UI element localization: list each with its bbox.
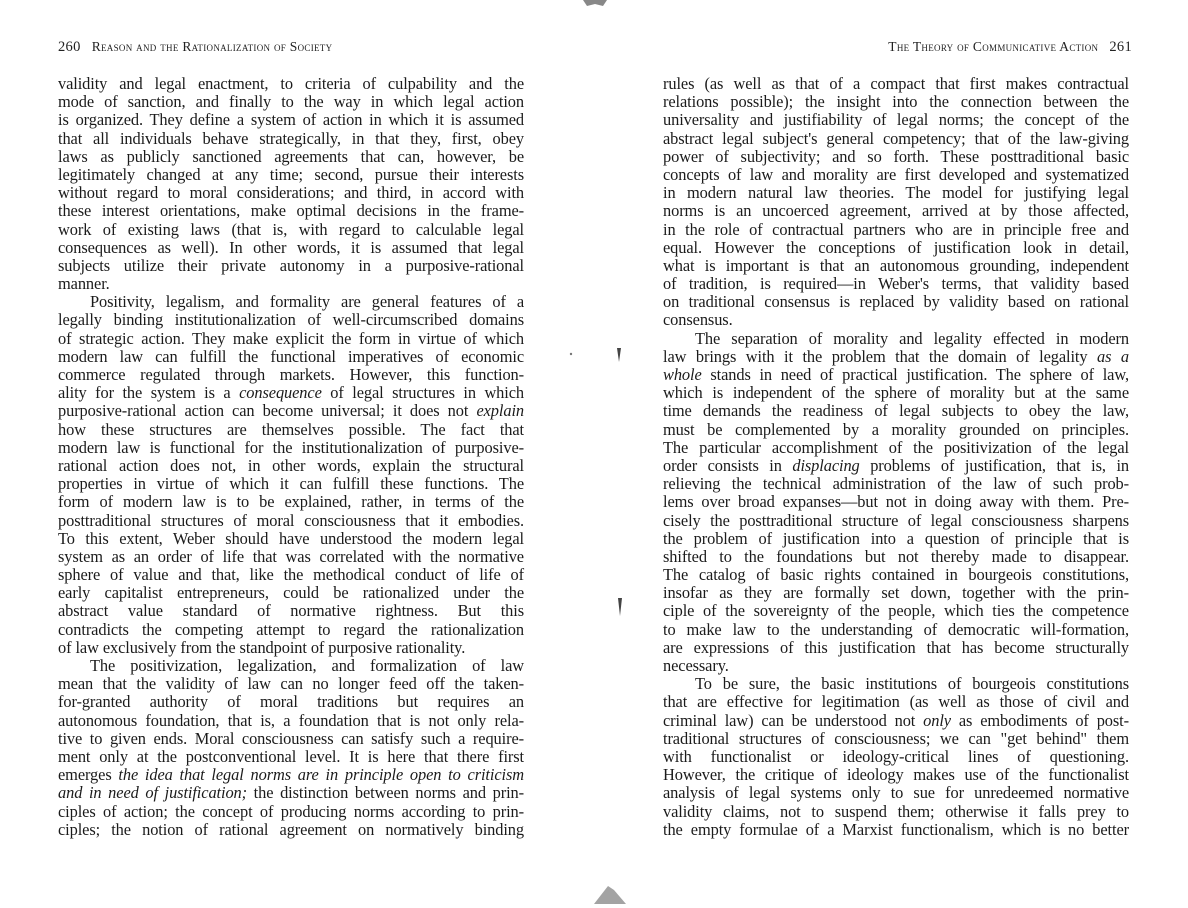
line-text: relations possible); the insight into the connection between the xyxy=(663,92,1129,112)
text-line xyxy=(663,166,1129,184)
text-line xyxy=(58,602,524,620)
line-text: purposive-rational action can become universal; it does not xyxy=(58,401,477,421)
text-line xyxy=(58,621,524,639)
line-text: insofar as they are formally set down, together with the prin- xyxy=(663,583,1129,603)
line-text: tive to given ends. Moral consciousness can satisfy such a require- xyxy=(58,728,524,748)
text-line xyxy=(58,384,524,402)
text-line xyxy=(663,693,1129,711)
text-line xyxy=(663,311,1129,329)
text-line xyxy=(663,457,1129,475)
text-line xyxy=(663,803,1129,821)
text-line xyxy=(58,148,524,166)
line-text: with functionalist or ideology-critical lines of questioning. xyxy=(663,746,1129,766)
text-line xyxy=(58,111,524,129)
text-line xyxy=(663,566,1129,584)
text-line xyxy=(58,311,524,329)
line-text: traditional structures of consciousness; we can "get behind" them xyxy=(663,728,1129,748)
line-text: early capitalist entrepreneurs, could be rationalized under the xyxy=(58,583,524,603)
line-text: of strategic action. They make explicit the form in virtue of which xyxy=(58,328,524,348)
text-line xyxy=(58,293,524,311)
text-line xyxy=(58,348,524,366)
line-text: mode of sanction, and finally to the way in which legal action xyxy=(58,92,524,112)
text-line xyxy=(58,712,524,730)
text-line xyxy=(663,766,1129,784)
text-line xyxy=(663,584,1129,602)
line-text: system as an order of life that was correlated with the normative xyxy=(58,546,524,566)
text-line xyxy=(58,457,524,475)
line-text: ciples of action; the concept of producing norms according to prin- xyxy=(58,801,524,821)
line-text: the empty formulae of a Marxist functionalism, which is no better xyxy=(663,819,1129,839)
line-text: that are effective for legitimation (as well as those of civil and xyxy=(663,692,1129,712)
line-text: without regard to moral considerations; and third, in accord with xyxy=(58,183,524,203)
text-line xyxy=(58,493,524,511)
line-text: in modern natural law theories. The model for justifying legal xyxy=(663,183,1129,203)
line-text: the problem of justification into a question of principle that is xyxy=(663,528,1129,548)
line-text: posttraditional structures of moral consciousness that it embodies. xyxy=(58,510,524,530)
text-line xyxy=(663,821,1129,839)
line-text: The separation of morality and legality effected in modern xyxy=(695,328,1129,348)
line-text: To be sure, the basic institutions of bourgeois constitutions xyxy=(695,674,1129,694)
text-line xyxy=(663,548,1129,566)
line-text: properties in virtue of which it can fulfill these functions. The xyxy=(58,474,524,494)
line-text: to make law to the understanding of democratic will-formation, xyxy=(663,619,1129,639)
line-text: autonomous foundation, that is, a foundation that is not only rela- xyxy=(58,710,524,730)
line-text: norms is an uncoerced agreement, arrived at by those affected, xyxy=(663,201,1129,221)
text-line xyxy=(663,639,1129,657)
text-line xyxy=(58,202,524,220)
text-line xyxy=(58,784,524,802)
line-text: of tradition, is required—in Weber's terms, that validity based xyxy=(663,274,1129,294)
text-line xyxy=(58,439,524,457)
line-text: for-granted authority of moral traditions but requires an xyxy=(58,692,524,712)
line-text: shifted to the foundations but not thereby made to disappear. xyxy=(663,546,1129,566)
text-line xyxy=(58,693,524,711)
text-line xyxy=(663,784,1129,802)
line-text: consequences as well). In other words, it is assumed that legal xyxy=(58,237,524,257)
line-text: abstract value standard of normative rightness. But this xyxy=(58,601,524,621)
text-line xyxy=(663,239,1129,257)
line-text-after: as embodiments of post- xyxy=(950,710,1129,730)
line-text: validity claims, not to suspend them; otherwise it falls prey to xyxy=(663,801,1129,821)
line-text: what is important is that an autonomous grounding, independent xyxy=(663,255,1129,275)
line-text: laws as publicly sanctioned agreements that can, however, be xyxy=(58,146,524,166)
text-line xyxy=(663,75,1129,93)
text-line xyxy=(663,439,1129,457)
line-text: legally binding institutionalization of well-circumscribed domains xyxy=(58,310,524,330)
line-text: Positivity, legalism, and formality are general features of a xyxy=(90,292,524,312)
line-italic-text: consequence xyxy=(239,383,322,403)
line-text: analysis of legal systems only to sue for unredeemed normative xyxy=(663,783,1129,803)
line-text: However, the critique of ideology makes use of the functionalist xyxy=(663,765,1129,785)
line-text: ciples; the notion of rational agreement on normatively binding xyxy=(58,819,524,839)
line-italic-text: explain xyxy=(476,401,524,421)
text-line xyxy=(58,512,524,530)
line-text: rational action does not, in other words, explain the structural xyxy=(58,455,524,475)
line-text: contradicts the competing attempt to regard the rationalization xyxy=(58,619,524,639)
text-line xyxy=(663,257,1129,275)
line-text: in the role of contractual partners who are in principle free and xyxy=(663,219,1129,239)
left-page-number: 260 xyxy=(58,39,81,55)
text-line xyxy=(58,402,524,420)
text-line xyxy=(58,475,524,493)
line-text: lems over broad expanses—but not in doing away with them. Pre- xyxy=(663,492,1129,512)
text-line xyxy=(663,621,1129,639)
text-line xyxy=(663,148,1129,166)
text-line xyxy=(58,639,524,657)
text-line xyxy=(58,257,524,275)
text-line xyxy=(58,730,524,748)
gutter-speck-icon xyxy=(565,340,635,370)
text-line xyxy=(663,493,1129,511)
line-text: legitimately changed at any time; second, pursue their interests xyxy=(58,164,524,184)
left-running-head xyxy=(58,39,332,56)
right-running-head xyxy=(888,39,1132,56)
gutter-smudge-icon xyxy=(575,0,615,20)
line-text: necessary. xyxy=(663,656,729,675)
line-text-after: stands in need of practical justification. The sphere of law, xyxy=(701,365,1129,384)
line-text: The catalog of basic rights contained in bourgeois constitutions, xyxy=(663,565,1129,585)
line-text: is organized. They define a system of action in which it is assumed xyxy=(58,110,524,130)
line-text: these interest orientations, make optimal decisions in the frame- xyxy=(58,201,524,221)
line-text: on traditional consensus is replaced by validity based on rational xyxy=(663,292,1129,312)
line-text: The positivization, legalization, and formalization of law xyxy=(90,656,524,675)
line-text: rules (as well as that of a compact that first makes contractual xyxy=(663,74,1129,93)
gutter-blot-icon xyxy=(590,880,630,906)
line-italic-text: whole xyxy=(663,365,702,384)
line-text: ality for the system is a xyxy=(58,383,240,403)
text-line xyxy=(663,93,1129,111)
text-line xyxy=(663,730,1129,748)
text-line xyxy=(663,293,1129,311)
text-line xyxy=(663,130,1129,148)
text-line xyxy=(663,402,1129,420)
text-line xyxy=(663,348,1129,366)
line-italic-text: the idea that legal norms are in principle open to criticism xyxy=(118,765,524,785)
text-line xyxy=(58,566,524,584)
left-running-title: Reason and the Rationalization of Society xyxy=(91,39,333,54)
line-text: order consists in xyxy=(663,455,793,475)
line-text: law brings with it the problem that the domain of legality xyxy=(663,346,1098,366)
line-text: modern law is functional for the institutionalization of purposive- xyxy=(58,437,524,457)
line-text: sphere of value and that, like the methodical conduct of life of xyxy=(58,565,524,585)
line-text: work of existing laws (that is, with regard to calculable legal xyxy=(58,219,524,239)
text-line xyxy=(58,803,524,821)
line-text: concepts of law and morality are first developed and systematized xyxy=(663,164,1129,184)
text-line xyxy=(663,384,1129,402)
line-text: must be complemented by a morality grounded on principles. xyxy=(663,419,1129,439)
line-text: relieving the technical administration of the law of such prob- xyxy=(663,474,1129,494)
text-line xyxy=(58,330,524,348)
line-text: manner. xyxy=(58,274,110,294)
line-text: consensus. xyxy=(663,310,733,330)
line-text: power of subjectivity; and so forth. These posttraditional basic xyxy=(663,146,1129,166)
text-line xyxy=(58,421,524,439)
line-text: form of modern law is to be explained, rather, in terms of the xyxy=(58,492,524,512)
text-line xyxy=(663,330,1129,348)
right-running-title: The Theory of Communicative Action xyxy=(888,39,1099,54)
text-line xyxy=(58,130,524,148)
line-text: universality and justifiability of legal norms; the concept of the xyxy=(663,110,1129,130)
text-line xyxy=(58,675,524,693)
line-text-after: of legal structures in which xyxy=(321,383,524,403)
text-line xyxy=(663,675,1129,693)
line-italic-text: as a xyxy=(1097,346,1130,366)
text-line xyxy=(663,184,1129,202)
text-line xyxy=(58,366,524,384)
text-line xyxy=(663,111,1129,129)
line-text: that all individuals behave strategically, in that they, first, obey xyxy=(58,128,524,148)
line-text: subjects utilize their private autonomy in a purposive-rational xyxy=(58,255,524,275)
line-italic-text: only xyxy=(923,710,951,730)
line-text-after: the distinction between norms and prin- xyxy=(247,783,524,803)
line-text-after: problems of justification, that is, in xyxy=(859,455,1129,475)
text-line xyxy=(58,75,524,93)
line-text: commerce regulated through markets. However, this function- xyxy=(58,365,524,384)
line-text: criminal law) can be understood not xyxy=(663,710,924,730)
text-line xyxy=(58,548,524,566)
text-line xyxy=(58,584,524,602)
right-page-body xyxy=(663,75,1129,839)
text-line xyxy=(663,275,1129,293)
text-line xyxy=(58,821,524,839)
gutter-speck-icon-2 xyxy=(610,596,630,620)
line-text: The particular accomplishment of the positivization of the legal xyxy=(663,437,1129,457)
line-text: mean that the validity of law can no longer feed off the taken- xyxy=(58,674,524,694)
line-text: ment only at the postconventional level. It is here that there first xyxy=(58,746,524,766)
text-line xyxy=(58,221,524,239)
line-text: emerges xyxy=(58,765,119,785)
text-line xyxy=(58,657,524,675)
text-line xyxy=(663,202,1129,220)
text-line xyxy=(663,421,1129,439)
text-line xyxy=(663,602,1129,620)
right-page-number: 261 xyxy=(1109,39,1132,55)
text-line xyxy=(663,712,1129,730)
line-text: are expressions of this justification that has become structurally xyxy=(663,637,1129,657)
line-text: time demands the readiness of legal subjects to obey the law, xyxy=(663,401,1129,421)
text-line xyxy=(663,512,1129,530)
line-text: which is independent of the sphere of morality but at the same xyxy=(663,383,1129,403)
text-line xyxy=(58,275,524,293)
text-line xyxy=(663,366,1129,384)
line-text: ciple of the sovereignty of the people, which ties the competence xyxy=(663,601,1129,621)
line-text: To this extent, Weber should have understood the modern legal xyxy=(58,528,524,548)
text-line xyxy=(663,530,1129,548)
text-line xyxy=(58,184,524,202)
line-text: how these structures are themselves possible. The fact that xyxy=(58,419,524,439)
text-line xyxy=(58,766,524,784)
text-line xyxy=(58,239,524,257)
line-italic-text: and in need of justification; xyxy=(58,783,247,803)
line-text: equal. However the conceptions of justification look in detail, xyxy=(663,237,1129,257)
left-page-body xyxy=(58,75,524,839)
line-text: cisely the posttraditional structure of legal consciousness sharpens xyxy=(663,510,1129,530)
text-line xyxy=(663,475,1129,493)
line-text: modern law can fulfill the functional imperatives of economic xyxy=(58,346,524,366)
line-text: validity and legal enactment, to criteria of culpability and the xyxy=(58,74,524,93)
line-text: abstract legal subject's general competency; that of the law-giving xyxy=(663,128,1129,148)
text-line xyxy=(663,657,1129,675)
text-line xyxy=(58,93,524,111)
text-line xyxy=(663,221,1129,239)
line-text: of law exclusively from the standpoint of purposive rationality. xyxy=(58,637,466,657)
text-line xyxy=(58,166,524,184)
line-italic-text: displacing xyxy=(792,455,860,475)
text-line xyxy=(58,748,524,766)
text-line xyxy=(58,530,524,548)
text-line xyxy=(663,748,1129,766)
